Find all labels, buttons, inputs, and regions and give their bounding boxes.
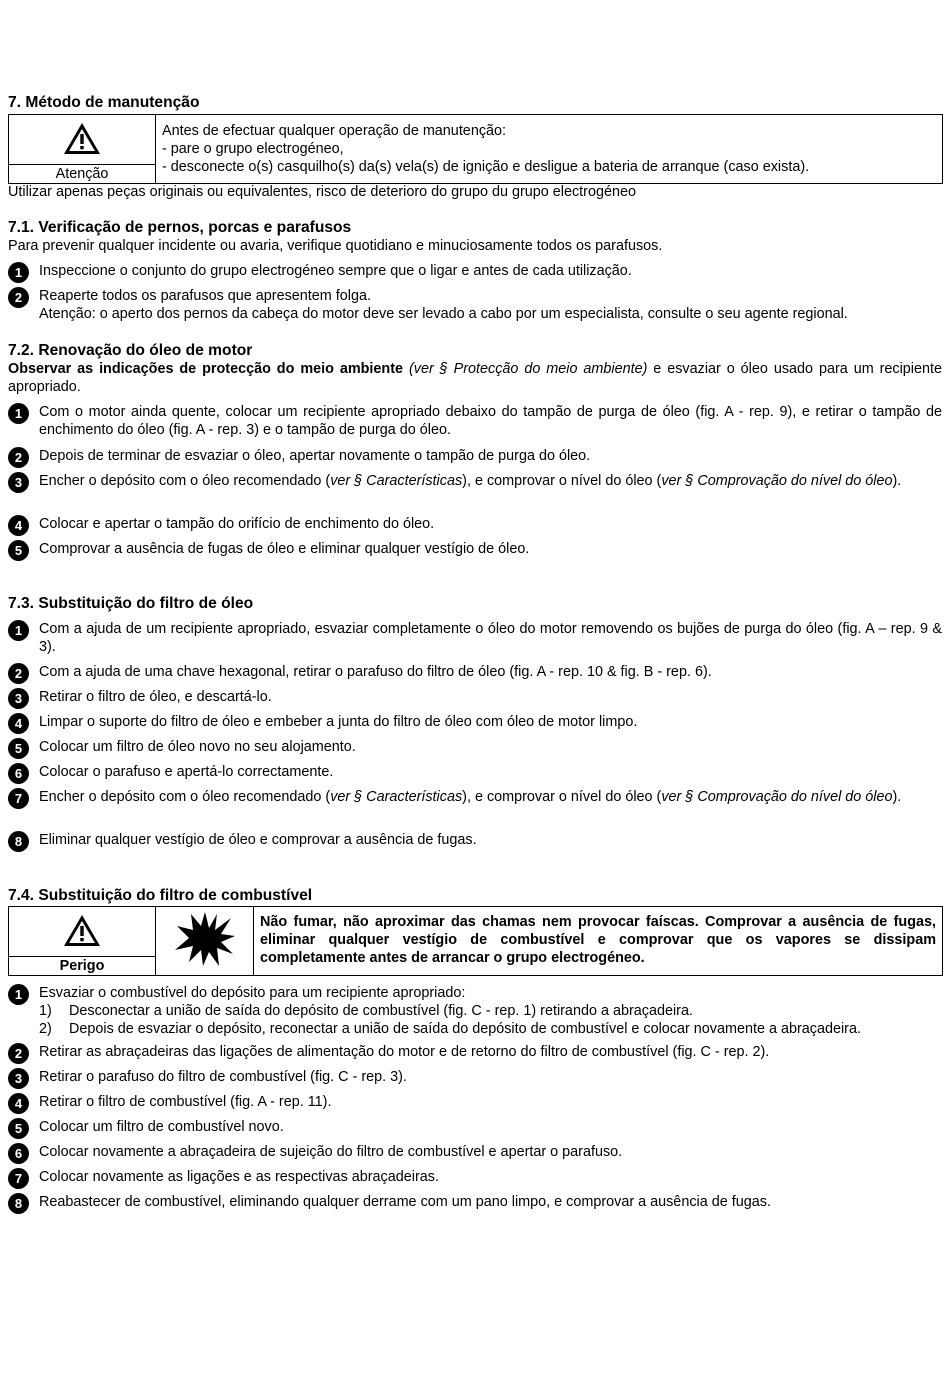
- list-item-line: Esvaziar o combustível do depósito para um recipiente apropriado:: [39, 985, 466, 1001]
- intro-bold: Observar as indicações de protecção do meio ambiente: [8, 361, 404, 377]
- warning-triangle-icon: [62, 121, 102, 157]
- attention-text-cell: [156, 115, 943, 184]
- attention-line: Antes de efectuar qualquer operação de manutenção:: [162, 123, 507, 139]
- list-item-text: Retirar as abraçadeiras das ligações de alimentação do motor e de retorno do filtro de combustível (fig. C - rep. 2).: [39, 1044, 770, 1060]
- list-item: [8, 472, 942, 490]
- number-badge: 5: [8, 738, 29, 759]
- list-item: [8, 620, 942, 656]
- list-item: [8, 1118, 942, 1136]
- number-badge: 8: [8, 831, 29, 852]
- parts-note: Utilizar apenas peças originais ou equivalentes, risco de deterioro do grupo du grupo electrogéneo: [8, 184, 636, 200]
- list-item-text: Colocar um filtro de combustível novo.: [39, 1119, 284, 1135]
- section-7-1-title: 7.1. Verificação de pernos, porcas e parafusos: [8, 219, 352, 236]
- list-item: [8, 403, 942, 439]
- list-item-line: Reaperte todos os parafusos que apresentem folga.: [39, 288, 371, 304]
- list-item: [8, 1043, 942, 1061]
- list-item-text: Colocar o parafuso e apertá-lo correctamente.: [39, 764, 334, 780]
- section-7-title: 7. Método de manutenção: [8, 94, 200, 111]
- attention-line: - pare o grupo electrogéneo,: [162, 141, 344, 157]
- number-badge: 6: [8, 1143, 29, 1164]
- section-7-1-intro: Para prevenir qualquer incidente ou avaria, verifique quotidiano e minuciosamente todos os parafusos.: [8, 238, 663, 254]
- number-badge: 4: [8, 1093, 29, 1114]
- number-badge: 5: [8, 1118, 29, 1139]
- list-item: [8, 713, 942, 731]
- attention-label: Atenção: [9, 164, 155, 183]
- number-badge: 6: [8, 763, 29, 784]
- attention-box: [8, 114, 943, 184]
- sub-item: 1) Desconectar a união de saída do depósito de combustível (fig. C - rep. 1) retirando a abraçadeira.: [39, 1003, 693, 1019]
- attention-line: - desconecte o(s) casquilho(s) da(s) vela(s) de ignição e desligue a bateria de arranque (caso exista).: [162, 159, 810, 175]
- list-item-text: Depois de terminar de esvaziar o óleo, apertar novamente o tampão de purga do óleo.: [39, 448, 591, 464]
- list-item: [8, 447, 942, 465]
- list-item-text: Encher o depósito com o óleo recomendado (ver § Características), e comprovar o nível do óleo (ver § Comprovação do nível do óleo).: [39, 789, 902, 805]
- list-item-text: Inspeccione o conjunto do grupo electrogéneo sempre que o ligar e antes de cada utilização.: [39, 263, 632, 279]
- sub-item: 2) Depois de esvaziar o depósito, reconectar a união de saída do depósito de combustível e colocar novamente a abraçadeira.: [39, 1021, 861, 1037]
- explosion-icon-cell: [156, 907, 254, 976]
- number-badge: 3: [8, 688, 29, 709]
- section-7-4-title: 7.4. Substituição do filtro de combustível: [8, 887, 313, 904]
- list-item: [8, 287, 942, 323]
- list-item: [8, 540, 942, 558]
- warning-triangle-icon: [62, 913, 102, 949]
- number-badge: 2: [8, 287, 29, 308]
- list-item: [8, 1143, 942, 1161]
- danger-label: Perigo: [9, 956, 155, 975]
- list-item-text: Colocar novamente a abraçadeira de sujeição do filtro de combustível e apertar o parafuso.: [39, 1144, 623, 1160]
- list-item-text: Com a ajuda de um recipiente apropriado, esvaziar completamente o óleo do motor removendo os bujões de purga do óleo (fig. A – rep. 9 & 3).: [39, 621, 942, 655]
- list-item: [8, 984, 942, 1038]
- list-item: [8, 738, 942, 756]
- list-item-text: Reabastecer de combustível, eliminando qualquer derrame com um pano limpo, e comprovar a ausência de fugas.: [39, 1194, 771, 1210]
- number-badge: 2: [8, 663, 29, 684]
- number-badge: 2: [8, 1043, 29, 1064]
- list-item-text: Com a ajuda de uma chave hexagonal, retirar o parafuso do filtro de óleo (fig. A - rep. 10 & fig. B - rep. 6).: [39, 664, 712, 680]
- number-badge: 3: [8, 1068, 29, 1089]
- list-item-text: Retirar o filtro de combustível (fig. A - rep. 11).: [39, 1094, 332, 1110]
- list-item-text: Eliminar qualquer vestígio de óleo e comprovar a ausência de fugas.: [39, 832, 477, 848]
- list-item-text: Encher o depósito com o óleo recomendado (ver § Características), e comprovar o nível do óleo (ver § Comprovação do nível do óleo).: [39, 473, 902, 489]
- danger-icon-cell: [9, 907, 156, 976]
- number-badge: 8: [8, 1193, 29, 1214]
- list-item: [8, 688, 942, 706]
- intro-italic: (ver § Protecção do meio ambiente): [408, 361, 648, 377]
- list-item-text: [39, 287, 942, 323]
- number-badge: 1: [8, 403, 29, 424]
- list-item: [8, 515, 942, 533]
- list-item-text: Retirar o filtro de óleo, e descartá-lo.: [39, 689, 272, 705]
- section-7-3-title: 7.3. Substituição do filtro de óleo: [8, 595, 254, 612]
- list-item-text: Comprovar a ausência de fugas de óleo e eliminar qualquer vestígio de óleo.: [39, 541, 530, 557]
- list-item-text: Colocar um filtro de óleo novo no seu alojamento.: [39, 739, 356, 755]
- list-item: [8, 831, 942, 849]
- number-badge: 1: [8, 620, 29, 641]
- list-item: [8, 763, 942, 781]
- number-badge: 5: [8, 540, 29, 561]
- list-item: [8, 1093, 942, 1111]
- list-item: [8, 663, 942, 681]
- list-item-text: Colocar e apertar o tampão do orifício de enchimento do óleo.: [39, 516, 435, 532]
- number-badge: 2: [8, 447, 29, 468]
- section-7-2-title: 7.2. Renovação do óleo de motor: [8, 342, 253, 359]
- number-badge: 4: [8, 515, 29, 536]
- list-item-text: Colocar novamente as ligações e as respectivas abraçadeiras.: [39, 1169, 439, 1185]
- list-item-text: [39, 984, 942, 1038]
- list-item: [8, 1168, 942, 1186]
- list-item: [8, 1193, 942, 1211]
- number-badge: 7: [8, 788, 29, 809]
- list-item-note: Atenção: o aperto dos pernos da cabeça do motor deve ser levado a cabo por um especialista, consulte o seu agente regional.: [39, 306, 848, 322]
- danger-text: Não fumar, não aproximar das chamas nem provocar faíscas. Comprovar a ausência de fugas, eliminar qualquer vestígio de combustível e comprovar que os vapores se dissipam completamente antes de arrancar o grupo electrogéneo.: [260, 914, 936, 966]
- intro-rest: e esvaziar o óleo usado para um recipiente apropriado.: [8, 361, 943, 395]
- list-item-text: Limpar o suporte do filtro de óleo e embeber a junta do filtro de óleo com óleo de motor limpo.: [39, 714, 638, 730]
- list-item-text: Com o motor ainda quente, colocar um recipiente apropriado debaixo do tampão de purga de óleo (fig. A - rep. 9), e retirar o tampão de enchimento do óleo (fig. A - rep. 3) e o tampão de purga do óleo.: [39, 404, 942, 438]
- number-badge: 3: [8, 472, 29, 493]
- number-badge: 1: [8, 984, 29, 1005]
- list-item-text: Retirar o parafuso do filtro de combustível (fig. C - rep. 3).: [39, 1069, 407, 1085]
- danger-box: [8, 906, 943, 976]
- danger-text-cell: [254, 907, 943, 976]
- number-badge: 1: [8, 262, 29, 283]
- list-item: [8, 1068, 942, 1086]
- explosion-icon: [173, 910, 237, 968]
- list-item: [8, 262, 942, 280]
- number-badge: 7: [8, 1168, 29, 1189]
- list-item: [8, 788, 942, 806]
- number-badge: 4: [8, 713, 29, 734]
- attention-icon-cell: [9, 115, 156, 184]
- section-7-2-intro: [8, 360, 942, 396]
